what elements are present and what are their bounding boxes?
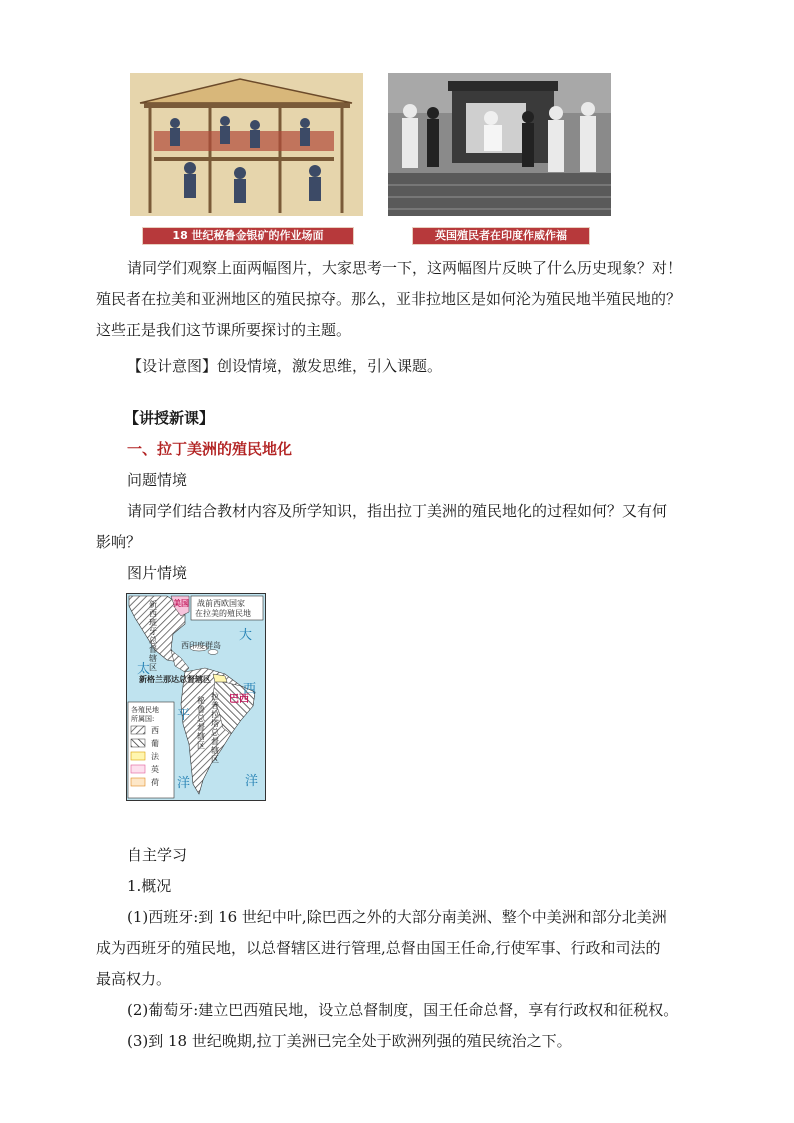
spain-line-3: 最高权力。 [96, 970, 172, 988]
usa-label: 美国 [173, 599, 189, 608]
spain-line-1: (1)西班牙:到 16 世纪中叶,除巴西之外的大部分南美洲、整个中美洲和部分北美洲 [127, 908, 667, 926]
west-indies-label: 西印度群岛 [181, 641, 221, 650]
pacific-char-ping: 平 [177, 708, 191, 723]
overview-heading: 1.概况 [127, 877, 172, 895]
picture-label: 图片情境 [127, 564, 188, 582]
peru-mine-illustration [130, 73, 363, 216]
new-granada-label: 新格兰那达总督辖区 [139, 675, 211, 684]
atlantic-char-xi: 西 [243, 682, 257, 697]
brazil-label: 巴西 [229, 694, 249, 705]
right-figure-caption: 英国殖民者在印度作威作福 [412, 227, 590, 245]
problem-line-2: 影响？ [96, 533, 142, 551]
india-colonists-photo [388, 73, 611, 216]
legend-france: 法 [151, 752, 159, 761]
pacific-char-tai: 太 [137, 662, 151, 677]
intro-line-1: 请同学们观察上面两幅图片，大家思考一下，这两幅图片反映了什么历史现象？对！ [127, 259, 683, 277]
legend-title-2: 所属国: [131, 715, 155, 723]
pacific-char-yang: 洋 [177, 776, 191, 791]
legend-britain: 英 [151, 765, 159, 774]
left-figure-caption: 18 世纪秘鲁金银矿的作业场面 [142, 227, 354, 245]
atlantic-char-da: 大 [239, 628, 253, 643]
legend-title-1: 各殖民地 [131, 706, 159, 714]
self-study-label: 自主学习 [127, 846, 188, 864]
problem-line-1: 请同学们结合教材内容及所学知识，指出拉丁美洲的殖民地化的过程如何？又有何 [127, 502, 668, 520]
la-plata-label: 拉普拉塔总督辖区 [211, 692, 219, 764]
intro-line-3: 这些正是我们这节课所要探讨的主题。 [96, 321, 352, 339]
section-label: 【讲授新课】 [124, 409, 215, 427]
peru-label: 秘鲁总督辖区 [197, 696, 205, 750]
design-intent: 【设计意图】创设情境，激发思维，引入课题。 [127, 357, 443, 375]
eighteenth-century-line: (3)到 18 世纪晚期,拉丁美洲已完全处于欧洲列强的殖民统治之下。 [127, 1032, 572, 1050]
map-title-line-2: 在拉美的殖民地 [195, 609, 251, 618]
new-spain-label: 新西班牙总督辖区 [149, 600, 157, 672]
latin-america-colonial-map [126, 593, 266, 801]
problem-label: 问题情境 [127, 471, 188, 489]
legend-spain: 西 [151, 726, 159, 735]
spain-line-2: 成为西班牙的殖民地，以总督辖区进行管理,总督由国王任命,行使军事、行政和司法的 [96, 939, 661, 957]
legend-netherlands: 荷 [151, 778, 159, 787]
legend-portugal: 葡 [151, 739, 159, 748]
section-heading: 一、拉丁美洲的殖民地化 [127, 440, 293, 458]
portugal-line: (2)葡萄牙:建立巴西殖民地，设立总督制度，国王任命总督，享有行政权和征税权。 [127, 1001, 679, 1019]
atlantic-char-yang: 洋 [245, 774, 259, 789]
intro-line-2: 殖民者在拉美和亚洲地区的殖民掠夺。那么，亚非拉地区是如何沦为殖民地半殖民地的？ [96, 290, 682, 308]
map-title-line-1: 战前西欧国家 [197, 599, 245, 608]
